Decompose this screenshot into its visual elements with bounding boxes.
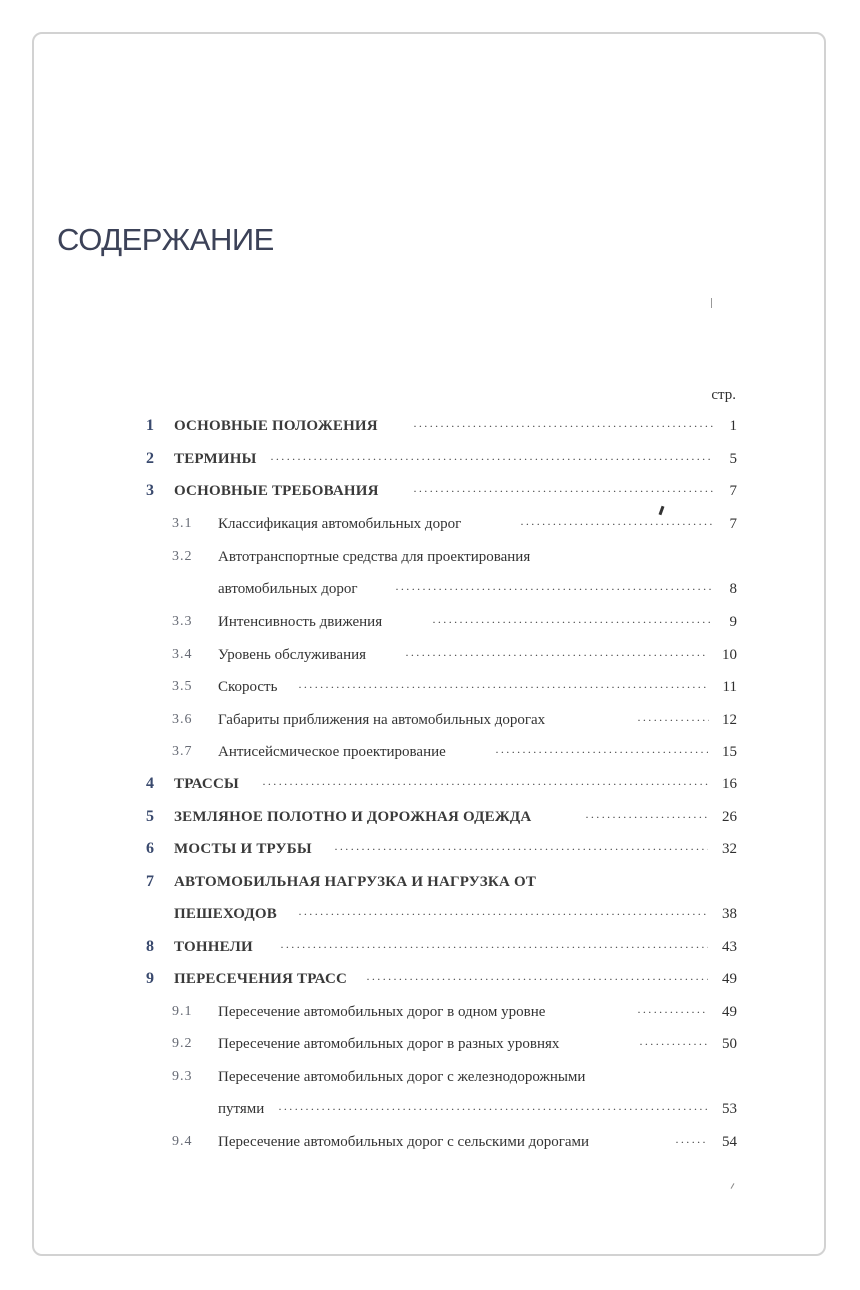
toc-entry-page: 49 — [722, 1004, 737, 1020]
toc-entry-page: 9 — [729, 614, 737, 630]
toc-entry-number: 2 — [146, 450, 154, 467]
toc-entry-number: 9.2 — [172, 1036, 193, 1051]
toc-entry-title: Интенсивность движения — [218, 614, 383, 630]
dot-leader — [413, 481, 713, 501]
toc-entry-number: 1 — [146, 417, 154, 434]
toc-entry-page: 43 — [722, 939, 737, 955]
dot-leader — [298, 677, 708, 697]
toc-entry-title-continued: путями — [218, 1101, 265, 1117]
toc-entry-title: Пересечение автомобильных дорог в одном уровне — [218, 1004, 546, 1020]
toc-entry-title: Пересечение автомобильных дорог в разных уровнях — [218, 1036, 560, 1052]
toc-entry-number: 3.2 — [172, 549, 193, 564]
toc-entry-title: ЗЕМЛЯНОЕ ПОЛОТНО И ДОРОЖНАЯ ОДЕЖДА — [174, 809, 532, 825]
dot-leader — [405, 645, 708, 665]
toc-entry-title: ОСНОВНЫЕ ПОЛОЖЕНИЯ — [174, 418, 378, 434]
toc-entry-number: 8 — [146, 938, 154, 955]
dot-leader — [395, 579, 713, 599]
toc-entry-title: Уровень обслуживания — [218, 647, 367, 663]
toc-entry-page: 32 — [722, 841, 737, 857]
dot-leader — [334, 839, 708, 859]
dot-leader — [520, 514, 713, 534]
toc-entry-number: 3.5 — [172, 679, 193, 694]
toc-entry-number: 9.1 — [172, 1004, 193, 1019]
toc-entry-title: Антисейсмическое проектирование — [218, 744, 446, 760]
dot-leader — [278, 1099, 708, 1119]
toc-entry-page: 50 — [722, 1036, 737, 1052]
dot-leader — [366, 969, 708, 989]
toc-entry-number: 3.3 — [172, 614, 193, 629]
toc-entry-title: ОСНОВНЫЕ ТРЕБОВАНИЯ — [174, 483, 379, 499]
toc-entry-page: 5 — [729, 451, 737, 467]
toc-entry-page: 11 — [722, 679, 737, 695]
toc-entry-title: Пересечение автомобильных дорог с сельскими дорогами — [218, 1134, 590, 1150]
dot-leader — [585, 807, 708, 827]
toc-entry-number: 3.7 — [172, 744, 193, 759]
toc-entry-page: 26 — [722, 809, 737, 825]
toc-entry-page: 8 — [729, 581, 737, 597]
page-title: СОДЕРЖАНИЕ — [57, 222, 274, 257]
toc-entry-title: Габариты приближения на автомобильных дорогах — [218, 712, 546, 728]
toc-entry-page: 15 — [722, 744, 737, 760]
toc-entry-page: 38 — [722, 906, 737, 922]
toc-entry-number: 5 — [146, 808, 154, 825]
dot-leader — [298, 904, 708, 924]
toc-entry-page: 16 — [722, 776, 737, 792]
toc-entry-number: 6 — [146, 840, 154, 857]
toc-entry-title: Пересечение автомобильных дорог с железнодорожными — [218, 1069, 586, 1085]
toc-entry-number: 3.1 — [172, 516, 193, 531]
page-column-label: стр. — [711, 387, 736, 403]
toc-entry-page: 54 — [722, 1134, 737, 1150]
toc-entry-title: ТРАССЫ — [174, 776, 239, 792]
dot-leader — [432, 612, 713, 632]
toc-entry-title-continued: ПЕШЕХОДОВ — [174, 906, 277, 922]
toc-entry-number: 9.4 — [172, 1134, 193, 1149]
toc-entry-title: Скорость — [218, 679, 278, 695]
toc-entry-title: Классификация автомобильных дорог — [218, 516, 462, 532]
toc-entry-number: 9 — [146, 970, 154, 987]
toc-entry-page: 10 — [722, 647, 737, 663]
toc-entry-title: МОСТЫ И ТРУБЫ — [174, 841, 312, 857]
dot-leader — [270, 449, 713, 469]
toc-entry-number: 9.3 — [172, 1069, 193, 1084]
toc-entry-number: 3 — [146, 482, 154, 499]
toc-entry-number: 7 — [146, 873, 154, 890]
toc-entry-page: 7 — [729, 483, 737, 499]
dot-leader — [413, 416, 713, 436]
toc-entry-title: ТЕРМИНЫ — [174, 451, 257, 467]
scan-speck — [711, 298, 712, 308]
toc-entry-title: АВТОМОБИЛЬНАЯ НАГРУЗКА И НАГРУЗКА ОТ — [174, 874, 537, 890]
toc-entry-page: 49 — [722, 971, 737, 987]
toc-entry-title: ТОННЕЛИ — [174, 939, 253, 955]
dot-leader — [495, 742, 708, 762]
toc-entry-title-continued: автомобильных дорог — [218, 581, 358, 597]
toc-entry-page: 7 — [729, 516, 737, 532]
toc-entry-title: ПЕРЕСЕЧЕНИЯ ТРАСС — [174, 971, 348, 987]
toc-entry-page: 53 — [722, 1101, 737, 1117]
toc-entry-title: Автотранспортные средства для проектирования — [218, 549, 531, 565]
toc-entry-number: 3.6 — [172, 712, 193, 727]
dot-leader — [262, 774, 708, 794]
toc-entry-number: 4 — [146, 775, 154, 792]
toc-entry-number: 3.4 — [172, 647, 193, 662]
toc-entry-page: 12 — [722, 712, 737, 728]
toc-entry-page: 1 — [729, 418, 737, 434]
dot-leader — [280, 937, 708, 957]
